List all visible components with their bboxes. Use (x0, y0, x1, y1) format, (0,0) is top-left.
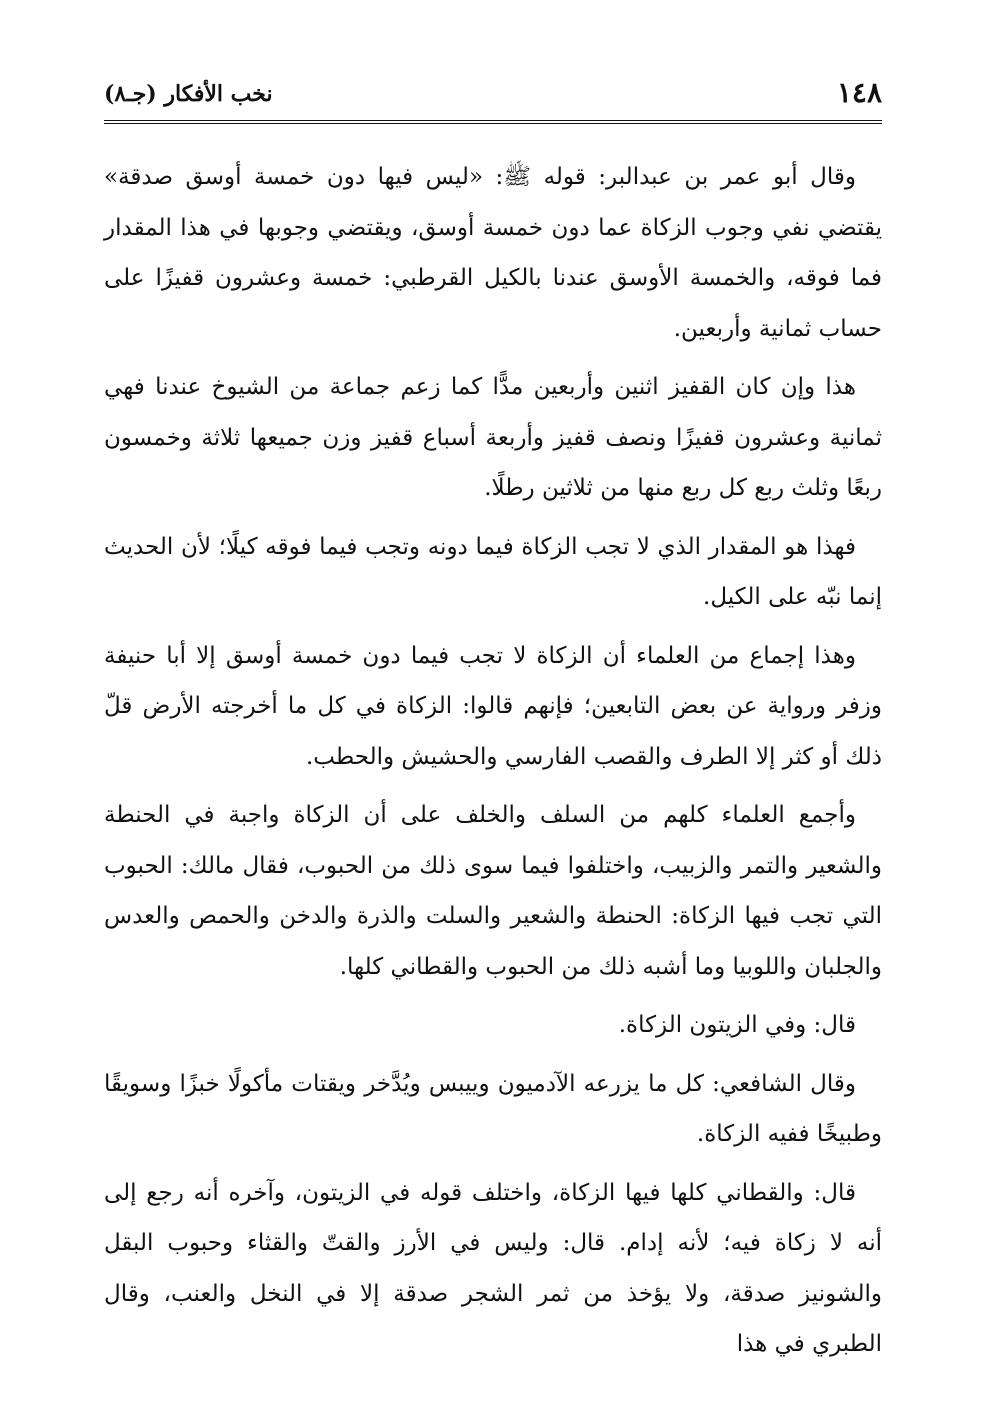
paragraph-olives: قال: وفي الزيتون الزكاة. (618, 1012, 856, 1038)
page-number: ١٤٨ (836, 76, 882, 109)
book-title: نخب الأفكار (جـ٨) (104, 81, 273, 107)
paragraph-shafii: وقال الشافعي: كل ما يزرعه الآدميون وييبس ويُدَّخر ويقتات مأكولًا خبزًا وسويقًا وطبيخًا ففيه الزكاة. (104, 1070, 882, 1147)
paragraph-consensus: وهذا إجماع من العلماء أن الزكاة لا تجب فيما دون خمسة أوسق إلا أبا حنيفة وزفر ورواية عن بعض التابعين؛ فإنهم قالوا: الزكاة في كل ما أخرجته الأرض قلّ ذلك أو كثر إلا الطرف والقصب الفارسي والحشيش والحطب. (104, 642, 882, 770)
paragraph-qafiz: هذا وإن كان القفيز اثنين وأربعين مدًّا كما زعم جماعة من الشيوخ عندنا فهي ثمانية وعشرون قفيزًا ونصف قفيز وأربعة أسباع قفيز وزن جميعها ثلاثة وخمسون ربعًا وثلث ربع كل ربع منها من ثلاثين رطلًا. (104, 374, 882, 501)
paragraph-measure: فهذا هو المقدار الذي لا تجب الزكاة فيما دونه وتجب فيما فوقه كيلًا؛ لأن الحديث إنما نبّه على الكيل. (104, 533, 882, 610)
book-page (104, 68, 882, 1398)
paragraph-grains: وأجمع العلماء كلهم من السلف والخلف على أن الزكاة واجبة في الحنطة والشعير والتمر والزبيب، واختلفوا فيما سوى ذلك من الحبوب، فقال مالك: الحبوب التي تجب فيها الزكاة: الحنطة والشعير والسلت والذرة والدخن والحمص والعدس والجلبان واللوبيا وما أشبه ذلك من الحبوب والقطاني كلها. (104, 802, 882, 980)
paragraph-qatani: قال: والقطاني كلها فيها الزكاة، واختلف قوله في الزيتون، وآخره أنه رجع إلى أنه لا زكاة فيه؛ لأنه إدام. قال: وليس في الأرز والقتّ والقثاء وحبوب البقل والشونيز صدقة، ولا يؤخذ من ثمر الشجر صدقة إلا في النخل والعنب، وقال الطبري في هذا (104, 1179, 882, 1357)
body-text (104, 152, 882, 1370)
running-header (104, 68, 882, 124)
paragraph-ibn-abdulbarr: وقال أبو عمر بن عبدالبر: قوله ﷺ: «ليس فيها دون خمسة أوسق صدقة» يقتضي نفي وجوب الزكاة عما دون خمسة أوسق، ويقتضي وجوبها في هذا المقدار فما فوقه، والخمسة الأوسق عندنا بالكيل القرطبي: خمسة وعشرون قفيزًا على حساب ثمانية وأربعين. (104, 164, 882, 342)
